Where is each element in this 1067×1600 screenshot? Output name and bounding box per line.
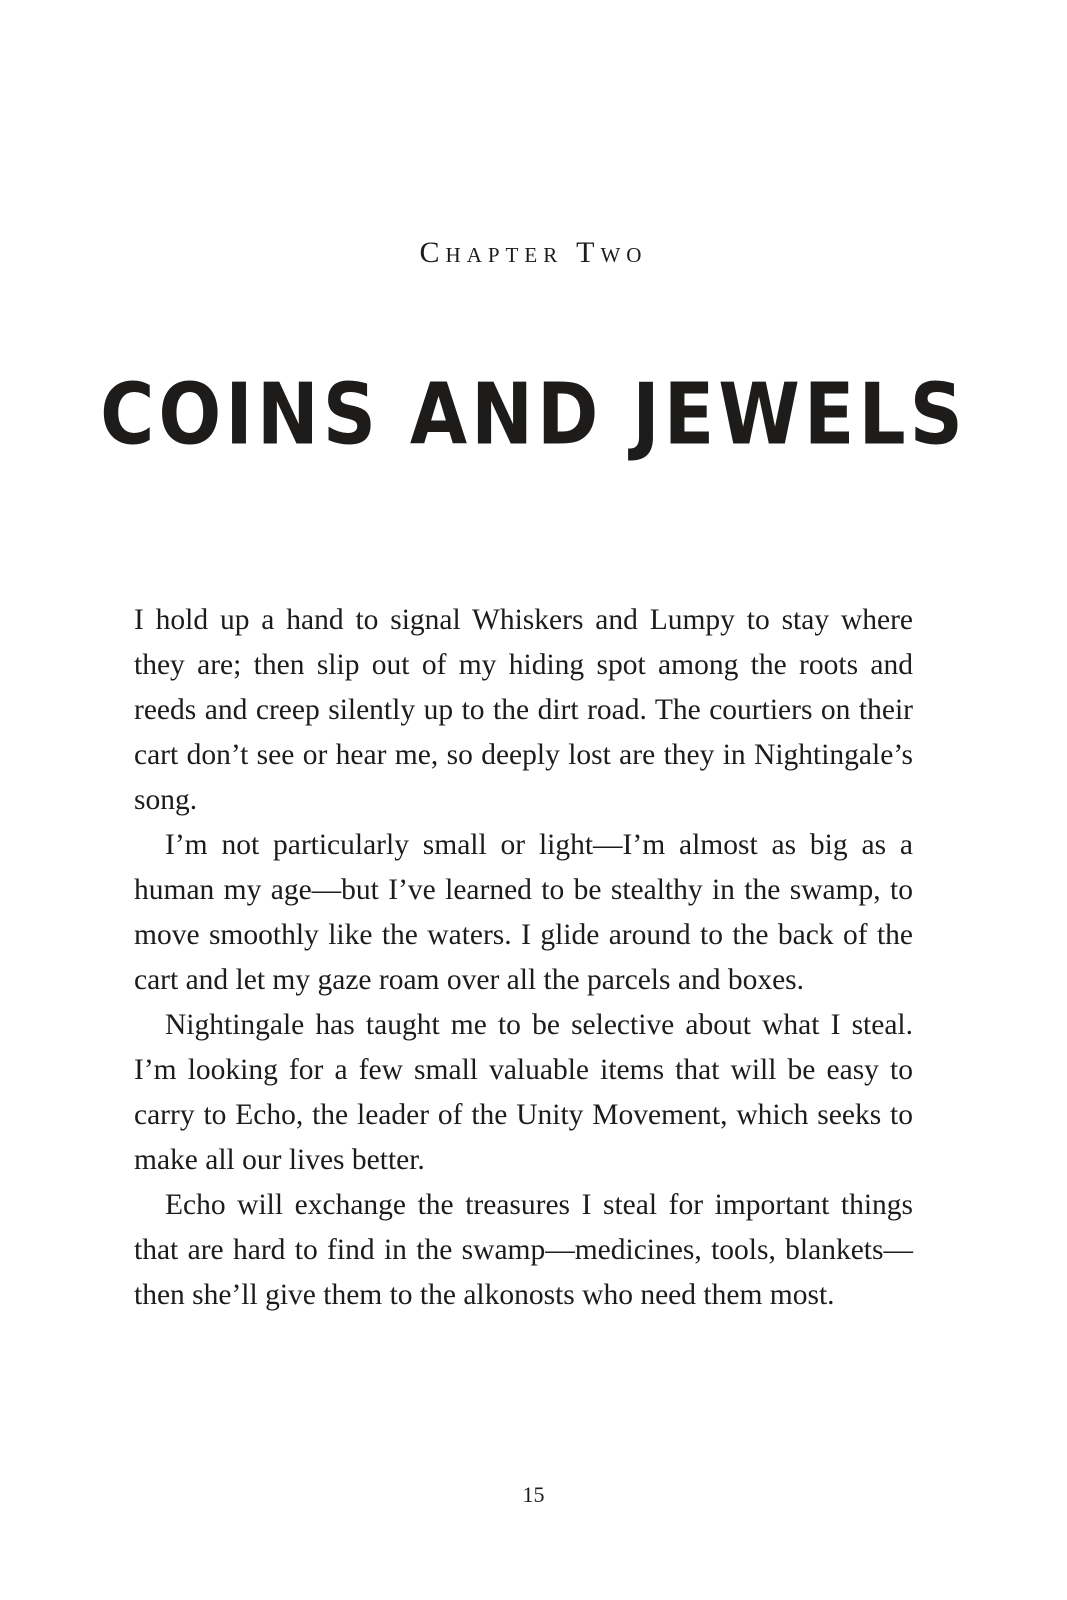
chapter-title: COINS AND JEWELS xyxy=(100,365,967,464)
paragraph-3: Nightingale has taught me to be selective about what I steal. I’m looking for a few small valuable items that will be easy to carry to Echo, the leader of the Unity Movement, which seeks to make all our lives better. xyxy=(134,1009,913,1176)
paragraph-2: I’m not particularly small or light—I’m almost as big as a human my age—but I’ve learned to be stealthy in the swamp, to move smoothly like the waters. I glide around to the back of the cart and let my gaze roam over all the parcels and boxes. xyxy=(134,829,913,996)
body-text xyxy=(134,598,913,1318)
page-number: 15 xyxy=(522,1482,545,1507)
paragraph-1: I hold up a hand to signal Whiskers and Lumpy to stay where they are; then slip out of my hiding spot among the roots and reeds and creep silently up to the dirt road. The courtiers on their cart don’t see or hear me, so deeply lost are they in Nightingale’s song. xyxy=(134,604,913,816)
paragraph-4: Echo will exchange the treasures I steal for important things that are hard to find in the swamp—medicines, tools, blankets—then she’ll give them to the alkonosts who need them most. xyxy=(134,1189,913,1311)
chapter-label: Chapter Two xyxy=(419,236,648,269)
